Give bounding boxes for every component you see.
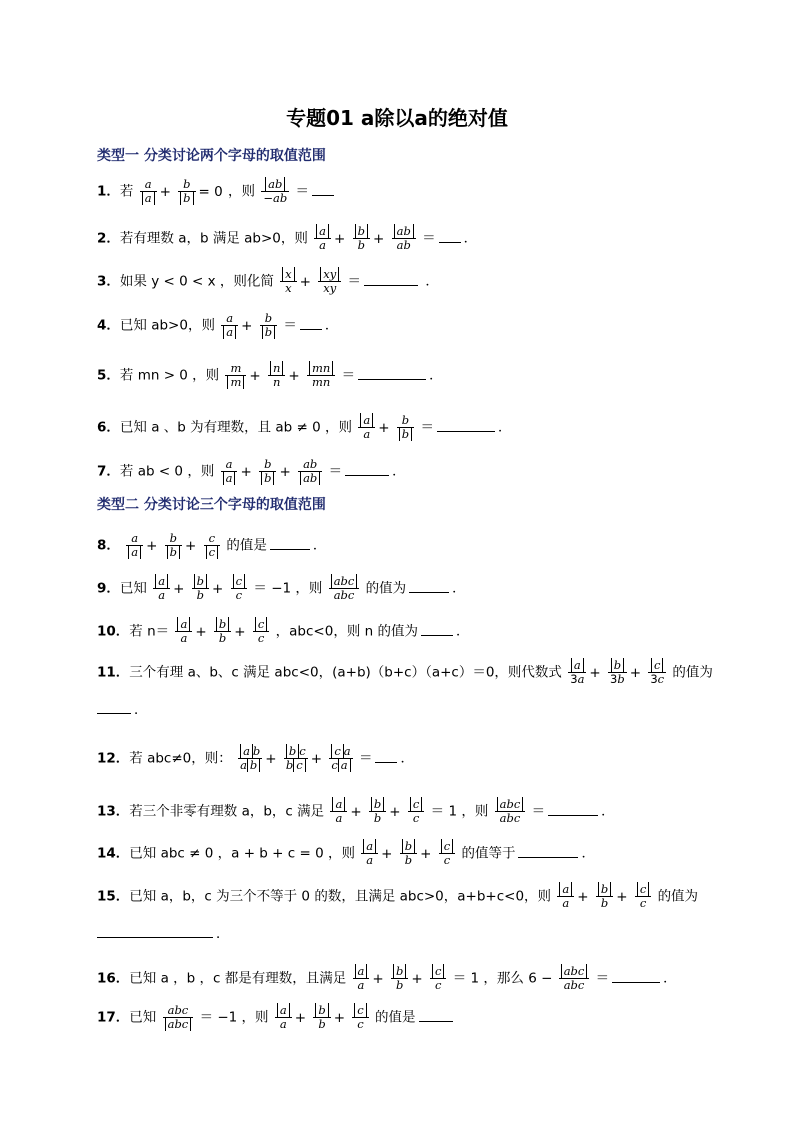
question-11-answer-line: ． bbox=[97, 701, 148, 719]
question-10: 10．若 n＝ $\frac{a}{a}$ + $\frac{b}{b}$ + $\frac{c}{c}$ ，abc<0，则 n 的值为 ． bbox=[97, 617, 470, 645]
question-4: 4．已知 ab>0，则 $\frac{a}{a}$ + $\frac{b}{b}$ ＝ ． bbox=[97, 311, 339, 339]
question-17: 17．已知 $\frac{\text{abc}}{\text{abc}}$ ＝ −1 ，则 $\frac{a}{a}$ + $\frac{b}{b}$ + $\frac{c}{c}$ 的值是 bbox=[97, 1004, 456, 1031]
question-15-answer-line: ． bbox=[97, 925, 230, 943]
page-title: 专题01 a除以a的绝对值 bbox=[286, 106, 508, 130]
question-3: 3．如果 y < 0 < x ，则化简 $\frac{x}{x}$ + $\frac{xy}{xy}$ ＝ ． bbox=[97, 267, 439, 295]
question-15: 15．已知 a，b，c 为三个不等于 0 的数，且满足 abc>0，a+b+c<0，则 $\frac{a}{a}$ + $\frac{b}{b}$ + $\frac{c}{c}$ 的值为 bbox=[97, 882, 699, 910]
question-12: 12．若 abc≠0，则： $\frac{\text{a b}}{\text{a b}}$ + $\frac{\text{b c}}{\text{b c}}$ + $\frac{\text{c a}}{\text{c a}}$ ＝ ． bbox=[97, 744, 414, 772]
section-heading-2: 类型二 分类讨论三个字母的取值范围 bbox=[97, 497, 326, 513]
question-16: 16．已知 a ，b ，c 都是有理数，且满足 $\frac{a}{a}$ + $\frac{b}{b}$ + $\frac{c}{c}$ ＝ 1 ，那么 6 − $\frac{\text{abc}}{\text{abc}}$ ＝ ． bbox=[97, 964, 677, 992]
question-9: 9．已知 $\frac{a}{a}$ + $\frac{b}{b}$ + $\frac{c}{c}$ ＝ −1 ，则 $\frac{\text{abc}}{\text{abc}}$ 的值为 ． bbox=[97, 574, 466, 602]
question-5: 5．若 mn > 0 ，则 $\frac{m}{m}$ + $\frac{n}{n}$ + $\frac{mn}{mn}$ ＝ ． bbox=[97, 361, 443, 389]
question-2: 2．若有理数 a，b 满足 ab>0，则 $\frac{a}{a}$ + $\frac{b}{b}$ + $\frac{ab}{ab}$ ＝ ． bbox=[97, 224, 478, 252]
question-11: 11．三个有理 a、b、c 满足 abc<0，(a+b)（b+c）（a+c）＝0，则代数式 $\frac{a}{3a}$ + $\frac{b}{3b}$ + $\frac{c}{3c}$ 的值为 bbox=[97, 658, 713, 686]
question-1: 1．若 $\frac{a}{a}$ + $\frac{b}{b}$ = 0 ，则 $\frac{ab}{-ab}$ ＝ bbox=[97, 178, 337, 205]
question-8: 8． $\frac{a}{a}$ + $\frac{b}{b}$ + $\frac{c}{c}$ 的值是 ． bbox=[97, 531, 327, 559]
question-7: 7．若 ab < 0 ，则 $\frac{a}{a}$ + $\frac{b}{b}$ + $\frac{ab}{ab}$ ＝ ． bbox=[97, 457, 406, 485]
section-heading-1: 类型一 分类讨论两个字母的取值范围 bbox=[97, 148, 326, 164]
question-13: 13．若三个非零有理数 a，b，c 满足 $\frac{a}{a}$ + $\frac{b}{b}$ + $\frac{c}{c}$ ＝ 1 ，则 $\frac{\text{abc}}{\text{abc}}$ ＝ ． bbox=[97, 797, 615, 825]
question-6: 6．已知 a 、b 为有理数，且 ab ≠ 0 ，则 $\frac{a}{a}$ + $\frac{b}{b}$ ＝ ． bbox=[97, 413, 512, 441]
question-14: 14．已知 abc ≠ 0 ，a + b + c = 0 ，则 $\frac{a}{a}$ + $\frac{b}{b}$ + $\frac{c}{c}$ 的值等于 ． bbox=[97, 839, 595, 867]
